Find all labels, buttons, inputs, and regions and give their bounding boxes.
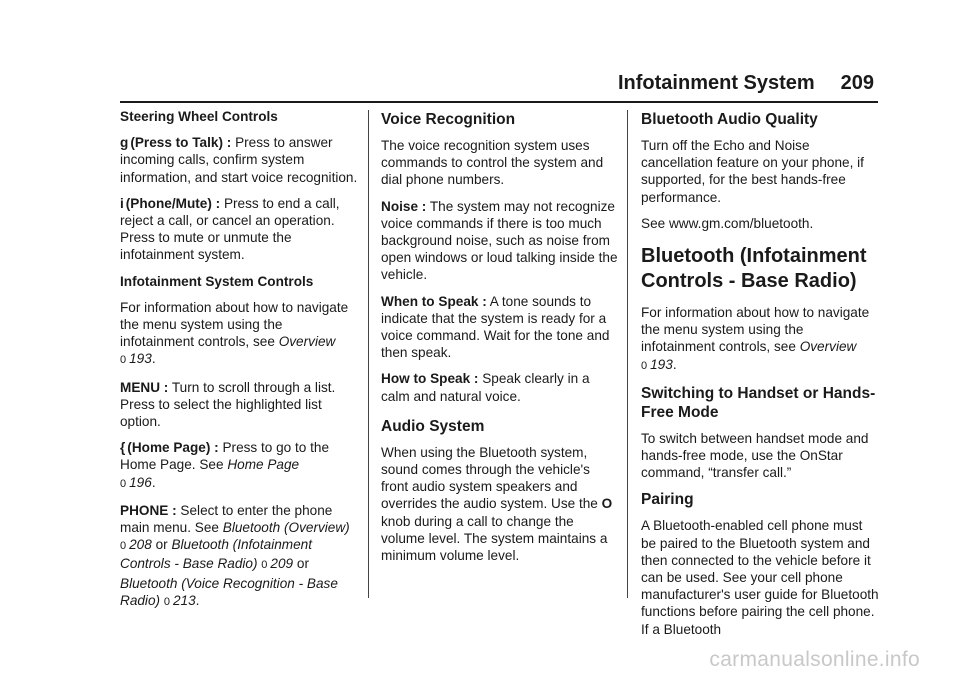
pairing-text: A Bluetooth-enabled cell phone must be paired to the Bluetooth system and then connected to the vehicle before it can be used. See your cell phone manufacturer's user guide for Bluetooth functions before pairing the cell phone. If a Bluetooth	[641, 518, 879, 637]
section-title: Infotainment System	[618, 71, 815, 94]
quality-heading: Bluetooth Audio Quality	[641, 111, 818, 128]
noise-entry	[381, 198, 619, 284]
page-number: 209	[840, 71, 874, 94]
noise-text: The system may not recognize voice commands if there is too much background noise, such as noise from open windows or loud talking inside the vehicle.	[381, 198, 618, 283]
talk-label: (Press to Talk) :	[130, 135, 232, 151]
bt-page-1[interactable]: 208	[129, 537, 152, 553]
bt-link-1[interactable]: Bluetooth (Overview)	[222, 520, 350, 536]
column-divider	[627, 110, 628, 598]
page-ref-arrow-icon: 0	[261, 559, 268, 572]
voice-text: The voice recognition system uses commands to control the system and dial phone numbers.	[381, 138, 604, 188]
audio-text-2: knob during a call to change the volume level. The system maintains a minimum volume level.	[381, 513, 608, 564]
when-entry	[381, 293, 619, 362]
when-text: A tone sounds to indicate that the system is ready for a voice command. Wait for the tone and then speak.	[381, 293, 610, 361]
page-header	[618, 70, 874, 96]
bt-page-3[interactable]: 213	[172, 592, 196, 608]
header-rule	[120, 101, 878, 103]
watermark: carmanualsonline.info	[709, 648, 920, 671]
page-ref-arrow-icon: 0	[120, 477, 127, 490]
press-to-talk-icon: g	[120, 135, 129, 151]
home-entry: { (Home Page) : Press to go to the Home Page. See Home Page 0 196.	[120, 439, 358, 493]
nav-text: For information about how to navigate the menu system using the infotainment controls, see	[120, 299, 349, 350]
phonebtn-entry: PHONE : Select to enter the phone main menu. See Bluetooth (Overview) 0 208 or Bluetooth (Infotainment Controls - Base Radio) 0 209 or Bluetooth (Voice Recognition - Base Radio) 0 213.	[120, 502, 358, 611]
infotainment-heading: Infotainment System Controls	[120, 273, 314, 289]
phone-entry	[120, 195, 358, 264]
bt-entry: For information about how to navigate the menu system using the infotainment controls, see Overview 0 193.	[641, 304, 879, 375]
page-ref-arrow-icon: 0	[120, 354, 127, 367]
home-label: (Home Page) :	[127, 440, 219, 456]
bt-link-2[interactable]: Bluetooth (Infotainment Controls - Base Radio)	[120, 537, 313, 572]
menu-entry	[120, 379, 358, 431]
quality-text: Turn off the Echo and Noise cancellation feature on your phone, if supported, for the best hands-free performance.	[641, 138, 864, 205]
column-2	[381, 110, 619, 573]
nav-page[interactable]: 193	[129, 351, 152, 367]
or-text-1: or	[151, 537, 172, 553]
phonebtn-text: Select to enter the phone main menu. See	[120, 502, 333, 536]
steering-heading: Steering Wheel Controls	[120, 109, 278, 124]
switch-heading: Switching to Handset or Hands-Free Mode	[641, 384, 876, 421]
pairing-heading: Pairing	[641, 491, 694, 509]
home-text: Press to go to the Home Page. See	[120, 440, 330, 473]
page-ref-arrow-icon: 0	[641, 359, 648, 372]
talk-text: Press to answer incoming calls, confirm system information, and start voice recognition.	[120, 135, 358, 185]
menu-label: MENU :	[120, 379, 169, 395]
switch-text: To switch between handset mode and hands-free mode, use the OnStar command, “transfer call.”	[641, 430, 869, 481]
menu-text: Turn to scroll through a list. Press to select the highlighted list option.	[120, 379, 336, 430]
bt-text: For information about how to navigate the menu system using the infotainment controls, see	[641, 305, 870, 355]
audio-text-1: When using the Bluetooth system, sound comes through the vehicle's front audio system speakers and overrides the audio system. Use the	[381, 444, 602, 512]
nav-link[interactable]: Overview	[278, 334, 336, 350]
audio-entry	[381, 444, 619, 564]
page-ref-arrow-icon: 0	[120, 540, 127, 553]
column-3	[641, 110, 879, 647]
home-link[interactable]: Home Page	[227, 457, 300, 473]
column-divider	[368, 110, 369, 598]
phonebtn-label: PHONE :	[120, 502, 177, 518]
how-text: Speak clearly in a calm and natural voice.	[381, 371, 590, 404]
phone-text: Press to end a call, reject a call, or cancel an operation. Press to mute or unmute the infotainment system.	[120, 195, 340, 263]
how-label: How to Speak :	[381, 371, 479, 387]
audio-heading: Audio System	[381, 417, 485, 435]
column-1	[120, 108, 358, 620]
home-icon: {	[120, 440, 126, 456]
bt-link-3[interactable]: Bluetooth (Voice Recognition - Base Radio)	[120, 575, 338, 608]
bt-overview-link[interactable]: Overview	[799, 339, 857, 355]
bt-page-2[interactable]: 209	[270, 556, 294, 572]
bt-overview-page[interactable]: 193	[650, 356, 673, 372]
phone-mute-icon: i	[120, 195, 124, 211]
phone-label: (Phone/Mute) :	[125, 195, 221, 211]
volume-knob-icon: O	[601, 496, 613, 512]
voice-heading: Voice Recognition	[381, 111, 516, 128]
page-ref-arrow-icon: 0	[163, 595, 170, 608]
when-label: When to Speak :	[381, 293, 487, 309]
noise-label: Noise :	[381, 198, 427, 214]
home-page[interactable]: 196	[129, 474, 152, 490]
bt-heading: Bluetooth (Infotainment Controls - Base Radio)	[641, 245, 867, 293]
see-text: See www.gm.com/bluetooth.	[641, 215, 814, 231]
nav-entry: For information about how to navigate the menu system using the infotainment controls, see Overview 0 193.	[120, 299, 358, 370]
how-entry	[381, 370, 619, 404]
or-text-2: or	[293, 556, 309, 572]
talk-entry	[120, 134, 358, 186]
